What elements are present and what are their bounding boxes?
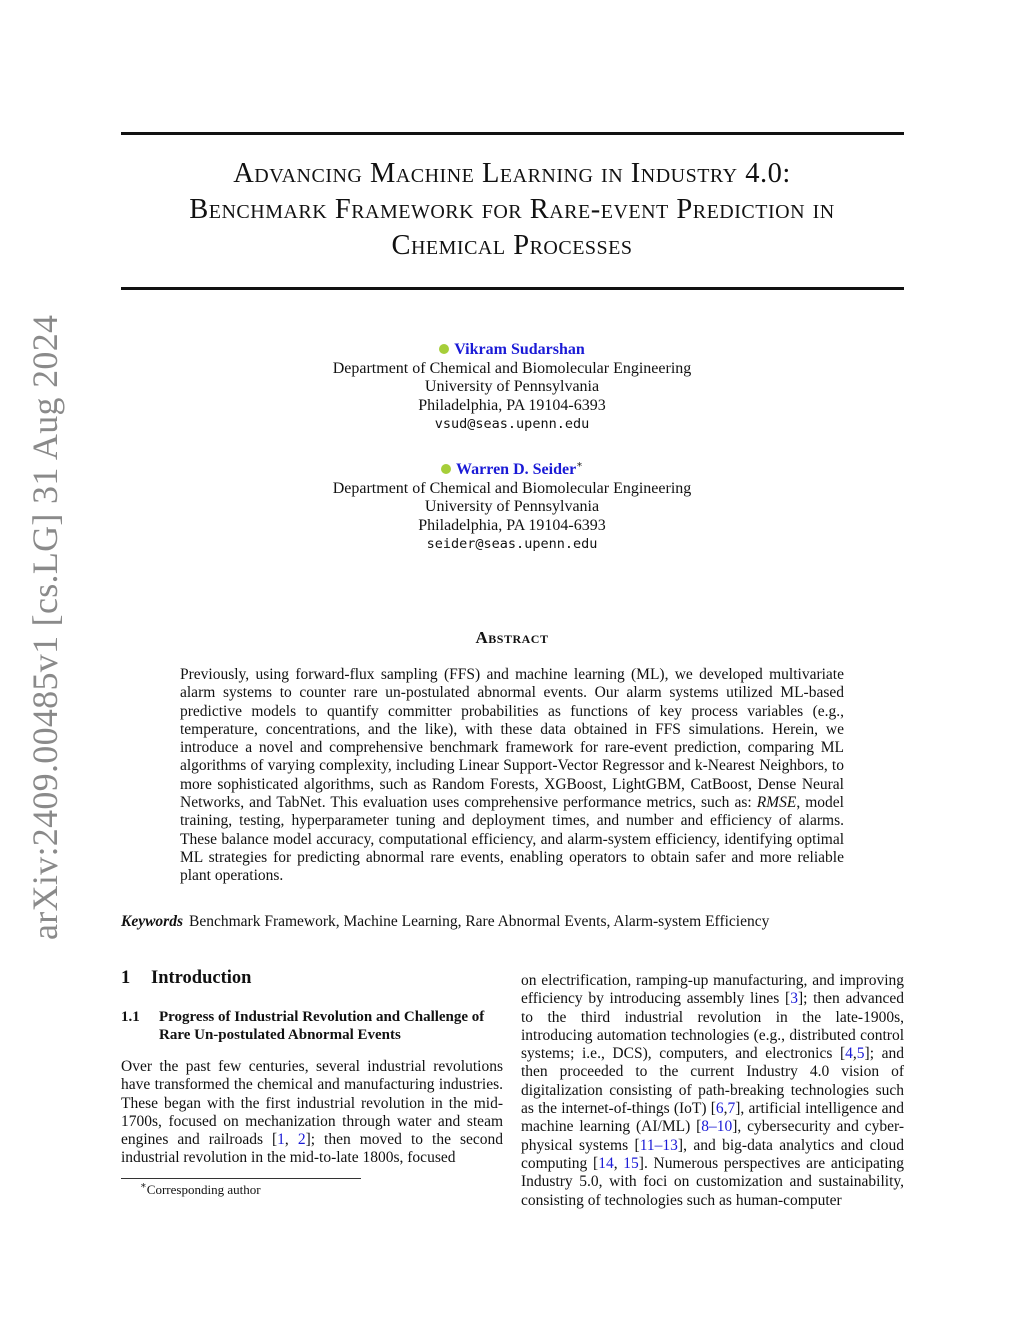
author-department: Department of Chemical and Biomolecular Engineering xyxy=(332,359,692,377)
paragraph-text: ], artificial intelligence and machine learning (AI/ML) [ xyxy=(521,1100,904,1136)
abstract-part-2: , model training, testing, hyperparameter tuning and deployment times, and number and efficiency of alarms. These balance model accuracy, computational efficiency, and alarm-system efficiency, identifying optimal ML strategies for predicting abnormal rare events, enabling operators to obtain safer and more reliable plant operations. xyxy=(180,794,844,885)
paragraph-text: ]; then moved to the second industrial revolution in the mid-to-late 1800s, focused xyxy=(121,1131,504,1167)
intro-paragraph-left xyxy=(121,1058,503,1168)
paper-title xyxy=(100,156,924,264)
footnote-marker: ∗ xyxy=(140,1180,147,1192)
citation-link[interactable]: 4 xyxy=(845,1045,853,1063)
citation-separator: , xyxy=(284,1131,298,1149)
title-line-1: Advancing Machine Learning in Industry 4.0: xyxy=(233,158,791,189)
paragraph-text: on electrification, ramping-up manufacturing, and improving efficiency by introducing assembly lines [ xyxy=(521,972,904,1008)
abstract-part-1: Previously, using forward-flux sampling (FFS) and machine learning (ML), we developed multivariate alarm systems to counter rare un-postulated abnormal events. Our alarm systems utilized ML-based predictive models to quantify committer probabilities as functions of key process variables (e.g., temperature, concentrations, and the like), with these data obtained in FFS simulations. Herein, we introduce a novel and comprehensive benchmark framework for rare-event prediction, comparing ML algorithms of varying complexity, including Linear Support-Vector Regressor and k-Nearest Neighbors, to more sophisticated algorithms, such as Random Forests, XGBoost, LightGBM, CatBoost, Dense Neural Networks, and TabNet. This evaluation uses comprehensive performance metrics, such as: xyxy=(180,666,844,812)
section-number: 1 xyxy=(121,968,131,988)
keywords xyxy=(121,912,904,932)
section-title: Introduction xyxy=(151,968,252,988)
paragraph-text: ]; then advanced to the third industrial revolution in the late-1900s, introducing automation technologies (e.g., distributed control systems; i.e., DCS), computers, and electronics [ xyxy=(521,990,904,1063)
paragraph-text: ], and big-data analytics and cloud computing [ xyxy=(521,1136,905,1172)
citation-link[interactable]: 11–13 xyxy=(639,1136,678,1154)
author-email[interactable]: vsud@seas.upenn.edu xyxy=(434,416,590,433)
paragraph-text: Over the past few centuries, several industrial revolutions have transformed the chemical and manufacturing industries. These began with the first industrial revolution in the mid-1700s, focused on mechanization through water and steam engines and railroads [ xyxy=(121,1058,503,1149)
abstract-heading: Abstract xyxy=(475,628,549,647)
keywords-label: Keywords xyxy=(121,913,183,930)
orcid-icon[interactable] xyxy=(439,344,449,354)
paragraph-text: ], cybersecurity and cyber-physical systems [ xyxy=(521,1118,904,1154)
author-name-link[interactable]: Warren D. Seider xyxy=(456,461,577,478)
author-department: Department of Chemical and Biomolecular Engineering xyxy=(332,479,692,497)
subsection-number: 1.1 xyxy=(121,1009,140,1025)
citation-separator: , xyxy=(852,1045,857,1063)
author-university: University of Pennsylvania xyxy=(424,378,600,396)
citation-link[interactable]: 5 xyxy=(856,1045,865,1063)
keywords-text: Benchmark Framework, Machine Learning, Rare Abnormal Events, Alarm-system Efficiency xyxy=(189,913,770,930)
right-column xyxy=(521,972,904,1210)
citation-link[interactable]: 14 xyxy=(598,1154,614,1172)
title-top-rule xyxy=(121,132,904,135)
abstract-text xyxy=(180,666,844,886)
subsection-title: Progress of Industrial Revolution and Challenge of Rare Un-postulated Abnormal Events xyxy=(159,1009,485,1043)
left-column xyxy=(121,966,503,1168)
title-line-2: Benchmark Framework for Rare-event Prediction in xyxy=(189,194,835,225)
footnote-text: Corresponding author xyxy=(146,1182,261,1197)
footnote xyxy=(140,1182,261,1198)
author-block-1 xyxy=(212,341,812,434)
citation-link[interactable]: 2 xyxy=(297,1131,306,1149)
subsection-heading xyxy=(121,1008,503,1044)
title-bottom-rule xyxy=(121,287,904,290)
author-marker: ∗ xyxy=(576,459,583,471)
abstract-italic-term: RMSE xyxy=(756,794,797,812)
arxiv-stamp-text: arXiv:2409.00485v1 [cs.LG] 31 Aug 2024 xyxy=(25,314,65,940)
paragraph-text: ]; and then proceeded to the current Industry 4.0 vision of digitalization consisting of path-breaking technologies such as the internet-of-things (IoT) [ xyxy=(521,1045,904,1118)
paragraph-text: ]. Numerous perspectives are anticipating Industry 5.0, with foci on customization and sustainability, consisting of technologies such as human-computer xyxy=(521,1154,905,1209)
section-heading xyxy=(121,966,503,990)
citation-separator: , xyxy=(613,1154,624,1172)
citation-link[interactable]: 1 xyxy=(277,1131,285,1149)
author-block-2 xyxy=(212,461,812,554)
citation-link[interactable]: 3 xyxy=(790,990,798,1008)
orcid-icon[interactable] xyxy=(441,464,451,474)
footnote-rule xyxy=(121,1178,361,1179)
author-address: Philadelphia, PA 19104-6393 xyxy=(418,396,606,414)
author-address: Philadelphia, PA 19104-6393 xyxy=(418,516,606,534)
author-university: University of Pennsylvania xyxy=(424,498,600,516)
citation-link[interactable]: 6 xyxy=(715,1100,724,1118)
citation-link[interactable]: 15 xyxy=(623,1154,639,1172)
citation-link[interactable]: 8–10 xyxy=(701,1118,733,1136)
title-line-3: Chemical Processes xyxy=(391,230,633,261)
citation-separator: , xyxy=(723,1100,728,1118)
citation-link[interactable]: 7 xyxy=(727,1100,736,1118)
author-email[interactable]: seider@seas.upenn.edu xyxy=(426,536,598,553)
author-name-link[interactable]: Vikram Sudarshan xyxy=(454,341,585,358)
